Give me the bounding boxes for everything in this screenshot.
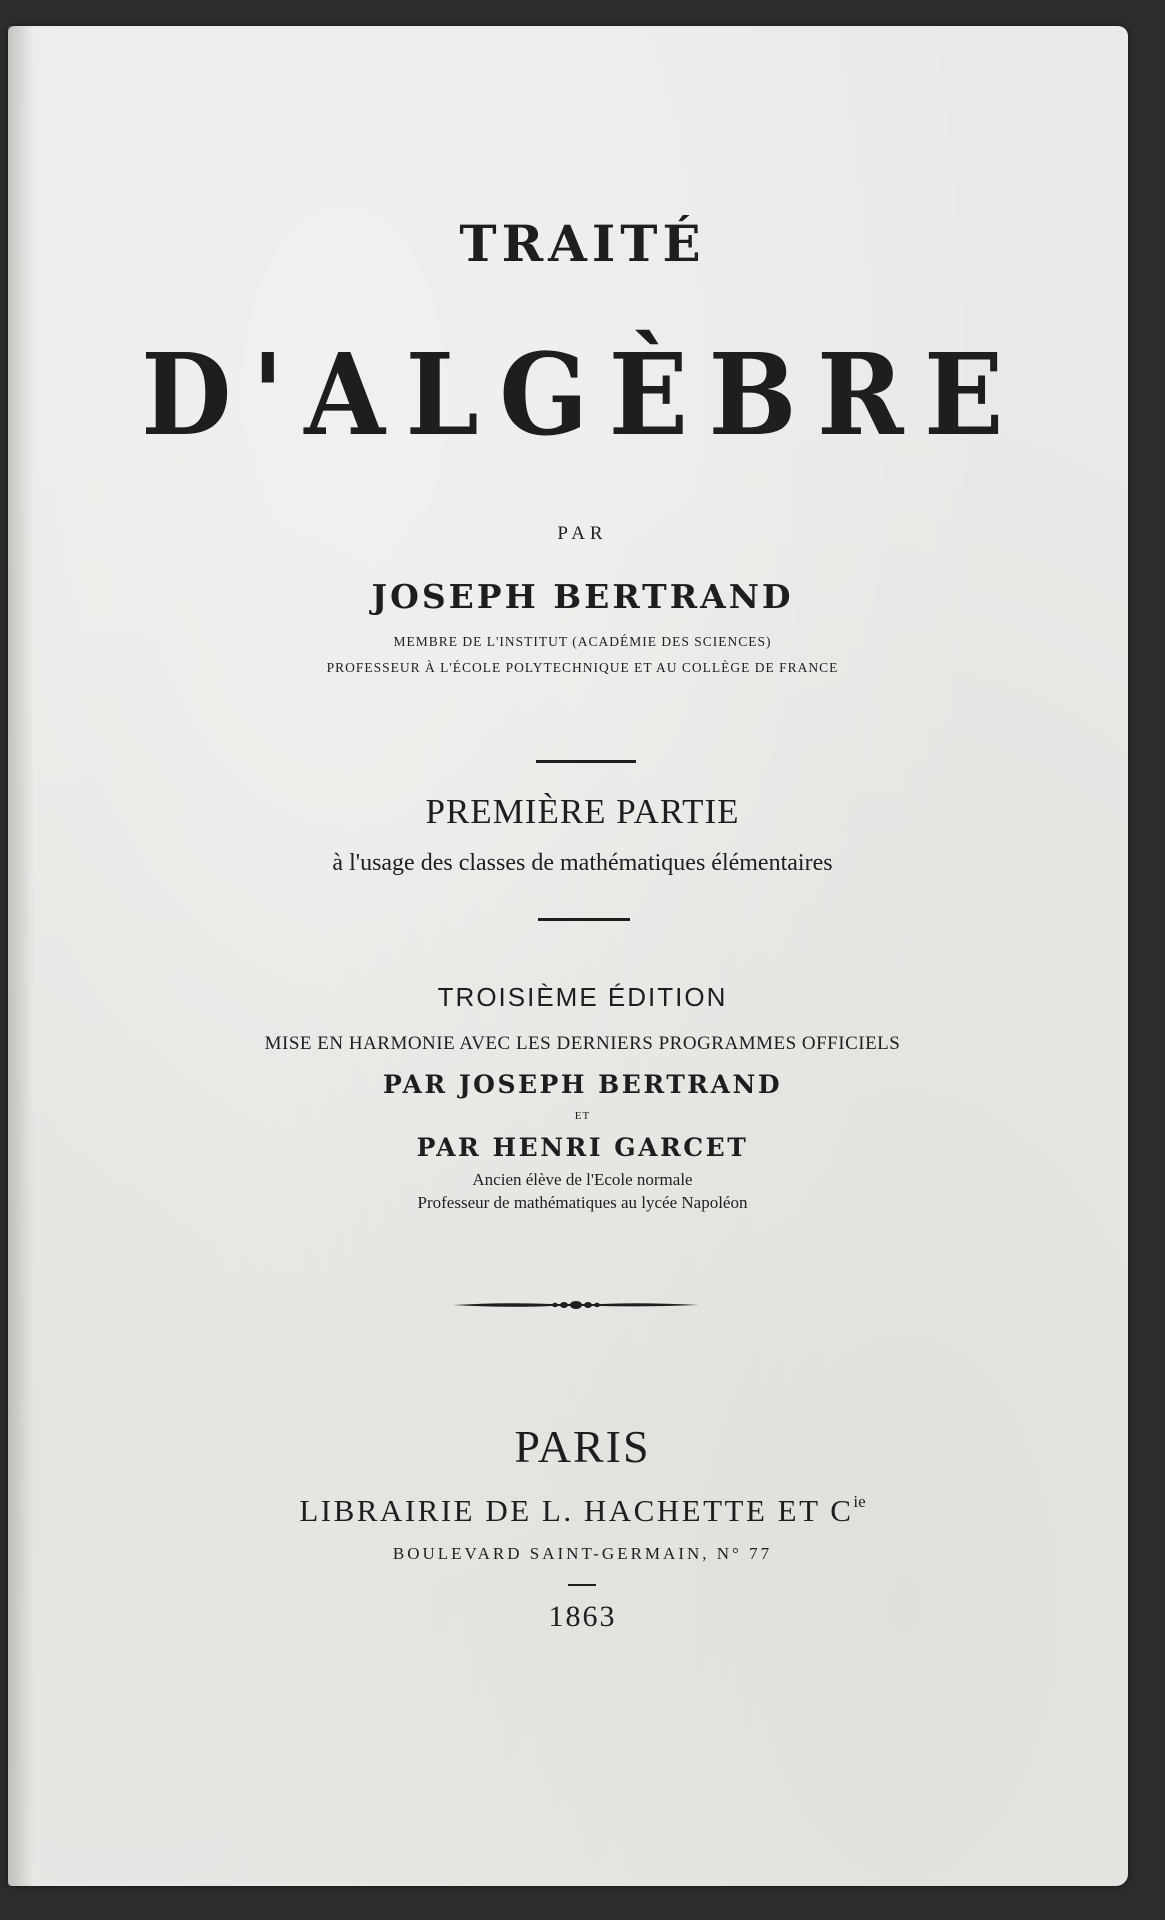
publication-city: PARIS <box>514 1421 651 1472</box>
part-heading: PREMIÈRE PARTIE <box>425 792 740 831</box>
edition-label: TROISIÈME ÉDITION <box>437 982 728 1012</box>
by-label: PAR <box>557 523 608 544</box>
publisher-label: LIBRAIRIE DE L. HACHETTE ET C <box>299 1493 854 1528</box>
author-credential-1: MEMBRE DE L'INSTITUT (ACADÉMIE DES SCIENCES) <box>393 634 772 649</box>
author-name: JOSEPH BERTRAND <box>371 577 794 616</box>
second-author: PAR HENRI GARCET <box>416 1133 749 1162</box>
and-label: ET <box>574 1110 591 1122</box>
ornament-divider-icon <box>451 1290 701 1320</box>
publisher-name <box>0 1492 1165 1529</box>
author-credential-2: PROFESSEUR À L'ÉCOLE POLYTECHNIQUE ET AU COLLÈGE DE FRANCE <box>326 660 839 675</box>
divider-rule-2 <box>538 918 630 921</box>
revision-note: MISE EN HARMONIE AVEC LES DERNIERS PROGRAMMES OFFICIELS <box>264 1033 901 1054</box>
second-author-credential-1: Ancien élève de l'Ecole normale <box>472 1170 693 1189</box>
revised-by: PAR JOSEPH BERTRAND <box>382 1070 783 1099</box>
title-line-1: TRAITÉ <box>459 214 706 273</box>
divider-rule-1 <box>536 760 636 763</box>
publication-year: 1863 <box>548 1600 617 1633</box>
divider-rule-3 <box>568 1584 596 1586</box>
publisher-superscript: ie <box>853 1492 866 1511</box>
usage-subtitle: à l'usage des classes de mathématiques élémentaires <box>332 850 833 876</box>
second-author-credential-2: Professeur de mathématiques au lycée Napoléon <box>417 1193 748 1212</box>
publisher-address: BOULEVARD SAINT-GERMAIN, N° 77 <box>392 1544 773 1563</box>
title-line-2: D'ALGÈBRE <box>141 330 1024 461</box>
